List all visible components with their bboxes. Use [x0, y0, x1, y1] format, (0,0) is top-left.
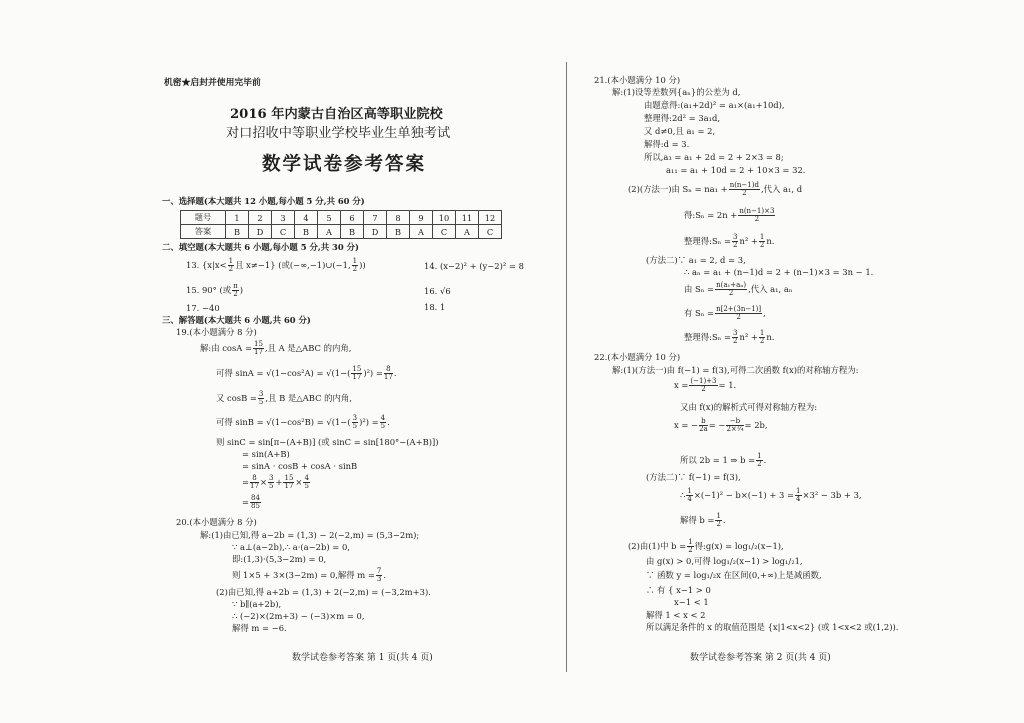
q22-heading: 22.(本小题满分 10 分): [594, 352, 681, 362]
q20-line: 解得 m = −6.: [232, 623, 287, 633]
q20-line: (2)由已知,得 a+2b = (1,3) + 2(−2,m) = (−3,2m+3).: [216, 587, 431, 597]
q19-line: = $\frac{8}{17}$ × $\frac{3}{5}$ + $\frac{15}{17}$ × $\frac{4}{5}$: [242, 474, 309, 490]
table-cell: 11: [456, 211, 479, 225]
q19-line: = sin(A+B): [242, 449, 290, 459]
answer-18: 18. 1: [424, 302, 446, 312]
q21-heading: 21.(本小题满分 10 分): [594, 75, 681, 85]
q19-line: 又 cosB = $\frac{3}{5}$ ,且 B 是△ABC 的内角,: [216, 390, 352, 406]
table-cell: B: [387, 225, 410, 239]
table-cell: 8: [387, 211, 410, 225]
q21-line: 又 d≠0,且 a₁ = 2,: [644, 126, 716, 136]
q19-heading: 19.(本小题满分 8 分): [176, 327, 257, 337]
q22-line: 所以满足条件的 x 的取值范围是 {x|1<x<2} (或 1<x<2 或(1,2)).: [646, 622, 899, 632]
q21-line: 有 Sₙ = $\frac{n[2+(3n-1)]}{2}$ ,: [684, 305, 766, 321]
table-cell: B: [226, 225, 249, 239]
table-cell: C: [272, 225, 295, 239]
answer-17: 17. −40: [186, 303, 220, 313]
q21-line: 得:Sₙ = 2n + $\frac{n(n-1)\times 3}{2}$: [684, 207, 775, 223]
q21-line: (2)(方法一)由 Sₙ = na₁ + $\frac{n(n-1)d}{2}$ ,代入 a₁, d: [628, 181, 803, 197]
q21-line: ∴ aₙ = a₁ + (n−1)d = 2 + (n−1)×3 = 3n − 1.: [684, 267, 874, 277]
table-row: [181, 225, 502, 239]
q22-line: x−1 < 1: [674, 597, 709, 607]
q19-line: 可得 sinB = √(1−cos²B) = √(1−( $\frac{3}{5}$ )²) = $\frac{4}{5}$ .: [216, 414, 390, 430]
section1-heading: 一、选择题(本大题共 12 小题,每小题 5 分,共 60 分): [162, 196, 365, 206]
table-cell: 3: [272, 211, 295, 225]
secret-mark: 机密★启封并使用完毕前: [164, 78, 261, 88]
answer-16: 16. √6: [424, 286, 451, 296]
answer-13: 13. {x|x< $\frac{1}{2}$ 且 x≠−1} (或(−∞,−1)∪(−1, $\frac{1}{2}$ )): [186, 257, 366, 273]
table-cell: 答案: [181, 225, 226, 239]
footer-left: 数学试卷参考答案 第 1 页(共 4 页): [292, 653, 433, 663]
q22-line: 所以 2b = 1 ⇒ b = $\frac{1}{2}$ .: [680, 452, 767, 468]
section3-heading: 三、解答题(本大题共 6 小题,共 60 分): [162, 315, 311, 325]
table-cell: D: [249, 225, 272, 239]
q20-line: ∵ b∥(a+2b),: [232, 599, 282, 609]
table-cell: 2: [249, 211, 272, 225]
table-cell: A: [410, 225, 433, 239]
q20-line: 则 1×5 + 3×(3−2m) = 0,解得 m = $\frac{7}{3}$ .: [232, 567, 387, 583]
table-cell: 题号: [181, 211, 226, 225]
footer-right: 数学试卷参考答案 第 2 页(共 4 页): [690, 653, 831, 663]
table-cell: C: [433, 225, 456, 239]
q22-line: ∴ $\frac{1}{4}$ ×(−1)² − b×(−1) + 3 = $\frac{1}{4}$ ×3² − 3b + 3,: [680, 487, 862, 503]
table-cell: B: [295, 225, 318, 239]
q20-line: 解:(1)由已知,得 a−2b = (1,3) − 2(−2,m) = (5,3−2m);: [200, 530, 420, 540]
q22-line: 又由 f(x)的解析式可得对称轴方程为:: [680, 402, 818, 412]
exam-title-line1: 2016 年内蒙古自治区高等职业院校: [230, 107, 443, 122]
q22-line: 由 g(x) > 0,可得 log₁/₂(x−1) > log₁/₂1,: [646, 556, 803, 566]
table-cell: 7: [364, 211, 387, 225]
table-row: [181, 211, 502, 225]
q22-line: x = $\frac{(-1)+3}{2}$ = 1.: [674, 377, 737, 393]
q19-line: = $\frac{84}{85}$: [242, 494, 260, 510]
q22-line: 解得 1 < x < 2: [646, 610, 706, 620]
answer-table: [180, 210, 502, 239]
q19-line: = sinA · cosB + cosA · sinB: [242, 461, 358, 471]
q21-line: 由 Sₙ = $\frac{\text{n(a₁+aₙ)}}{2}$ ,代入 a₁, aₙ: [684, 281, 793, 297]
q19-line: 解:由 cosA = $\frac{15}{17}$ ,且 A 是△ABC 的内角,: [200, 340, 352, 356]
table-cell: 5: [318, 211, 341, 225]
answer-15: 15. 90° (或 $\frac{\pi}{2}$ ): [186, 282, 244, 298]
q20-line: ∴ (−2)×(2m+3) − (−3)×m = 0,: [232, 611, 365, 621]
q21-line: 整理得:Sₙ = $\frac{3}{2}$ n² + $\frac{1}{2}$ n.: [684, 329, 775, 345]
q22-line: x = − $\frac{b}{2a}$ = − $\frac{-b}{\text{2×¼}}$ = 2b,: [674, 417, 768, 433]
table-cell: 12: [479, 211, 502, 225]
table-cell: 9: [410, 211, 433, 225]
page-title: 数学试卷参考答案: [262, 154, 427, 175]
q22-line: ∴ 有 { x−1 > 0: [646, 585, 711, 595]
table-cell: B: [341, 225, 364, 239]
q22-line: (方法二)∵ f(−1) = f(3),: [646, 472, 741, 482]
q21-line: 解:(1)设等差数列{aₙ}的公差为 d,: [612, 87, 741, 97]
table-cell: 10: [433, 211, 456, 225]
q20-line: 即:(1,3)·(5,3−2m) = 0,: [232, 554, 327, 564]
q21-line: 由题意得:(a₁+2d)² = a₁×(a₁+10d),: [644, 100, 785, 110]
table-cell: 6: [341, 211, 364, 225]
q21-line: (方法二)∵ a₁ = 2, d = 3,: [646, 255, 746, 265]
exam-title-line2: 对口招收中等职业学校毕业生单独考试: [226, 126, 451, 141]
q20-heading: 20.(本小题满分 8 分): [176, 517, 257, 527]
q19-line: 可得 sinA = √(1−cos²A) = √(1−( $\frac{15}{17}$ )²) = $\frac{8}{17}$ .: [216, 365, 397, 381]
q21-line: a₁₁ = a₁ + 10d = 2 + 10×3 = 32.: [666, 165, 806, 175]
section2-heading: 二、填空题(本大题共 6 小题,每小题 5 分,共 30 分): [162, 242, 359, 252]
answer-14: 14. (x−2)² + (y−2)² = 8: [424, 261, 524, 271]
page-divider: [566, 62, 567, 672]
q22-line: ∵ 函数 y = log₁/₂x 在区间(0,+∞)上是减函数,: [646, 570, 822, 580]
table-cell: A: [456, 225, 479, 239]
q21-line: 解得:d = 3.: [644, 139, 690, 149]
q21-line: 所以,a₃ = a₁ + 2d = 2 + 2×3 = 8;: [644, 152, 784, 162]
table-cell: C: [479, 225, 502, 239]
table-cell: 4: [295, 211, 318, 225]
q21-line: 整理得:2d² = 3a₁d,: [644, 113, 721, 123]
q22-line: (2)由(1)中 b = $\frac{1}{2}$ 得:g(x) = log₁/₂(x−1),: [628, 538, 784, 554]
q19-line: 则 sinC = sin[π−(A+B)] (或 sinC = sin[180°−(A+B)]): [216, 437, 439, 447]
q22-line: 解得 b = $\frac{1}{2}$ .: [680, 512, 726, 528]
q21-line: 整理得:Sₙ = $\frac{3}{2}$ n² + $\frac{1}{2}$ n.: [684, 233, 775, 249]
q22-line: 解:(1)(方法一)由 f(−1) = f(3),可得二次函数 f(x)的对称轴方程为:: [612, 365, 859, 375]
table-cell: A: [318, 225, 341, 239]
table-cell: 1: [226, 211, 249, 225]
q20-line: ∵ a⊥(a−2b),∴ a·(a−2b) = 0,: [232, 542, 350, 552]
table-cell: D: [364, 225, 387, 239]
